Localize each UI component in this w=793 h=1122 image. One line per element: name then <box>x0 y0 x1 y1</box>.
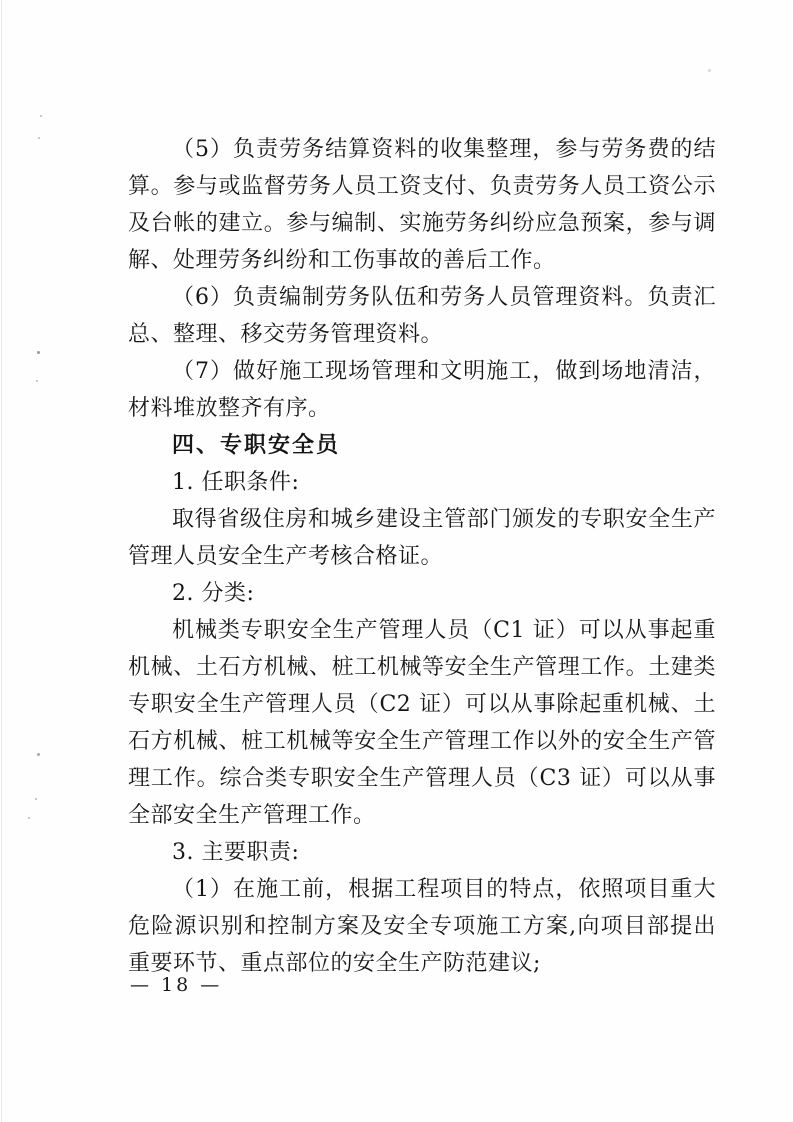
subheading-qualification: 1. 任职条件: <box>172 470 300 495</box>
scan-speck <box>37 753 40 756</box>
paragraph-main-duty-1: （1）在施工前，根据工程项目的特点，依照项目重大危险源识别和控制方案及安全专项施工方案,向项目部提出重要环节、重点部位的安全生产防范建议; <box>128 877 716 976</box>
subheading-classification: 2. 分类: <box>172 581 255 606</box>
scan-speck <box>40 115 42 117</box>
subheading-main-duties: 3. 主要职责: <box>172 840 300 865</box>
page-number: — 18 — <box>130 974 223 996</box>
scan-speck <box>38 137 40 139</box>
paragraph-duty-6: （6）负责编制劳务队伍和劳务人员管理资料。负责汇总、整理、移交劳务管理资料。 <box>128 285 716 347</box>
section-heading-full-time-safety-officer: 四、专职安全员 <box>172 433 341 458</box>
paragraph-duty-7: （7）做好施工现场管理和文明施工，做到场地清洁，材料堆放整齐有序。 <box>128 359 716 421</box>
scan-speck <box>35 798 37 800</box>
scan-speck <box>28 817 30 819</box>
scan-speck <box>36 380 38 382</box>
scan-edge-line <box>1 0 2 1122</box>
paragraph-classification: 机械类专职安全生产管理人员（C1 证）可以从事起重机械、土石方机械、桩工机械等安全生产管理工作。土建类专职安全生产管理人员（C2 证）可以从事除起重机械、土石方机械、桩工机械等安全生产管理工作以外的安全生产管理工作。综合类专职安全生产管理人员（C3 证）可以从事全部安全生产管理工作。 <box>128 618 716 828</box>
scan-speck <box>37 351 40 354</box>
paragraph-qualification: 取得省级住房和城乡建设主管部门颁发的专职安全生产管理人员安全生产考核合格证。 <box>128 507 716 569</box>
document-body <box>128 131 716 982</box>
scan-speck <box>708 69 711 72</box>
paragraph-duty-5: （5）负责劳务结算资料的收集整理，参与劳务费的结算。参与或监督劳务人员工资支付、负责劳务人员工资公示及台帐的建立。参与编制、实施劳务纠纷应急预案，参与调解、处理劳务纠纷和工伤事故的善后工作。 <box>128 137 716 273</box>
